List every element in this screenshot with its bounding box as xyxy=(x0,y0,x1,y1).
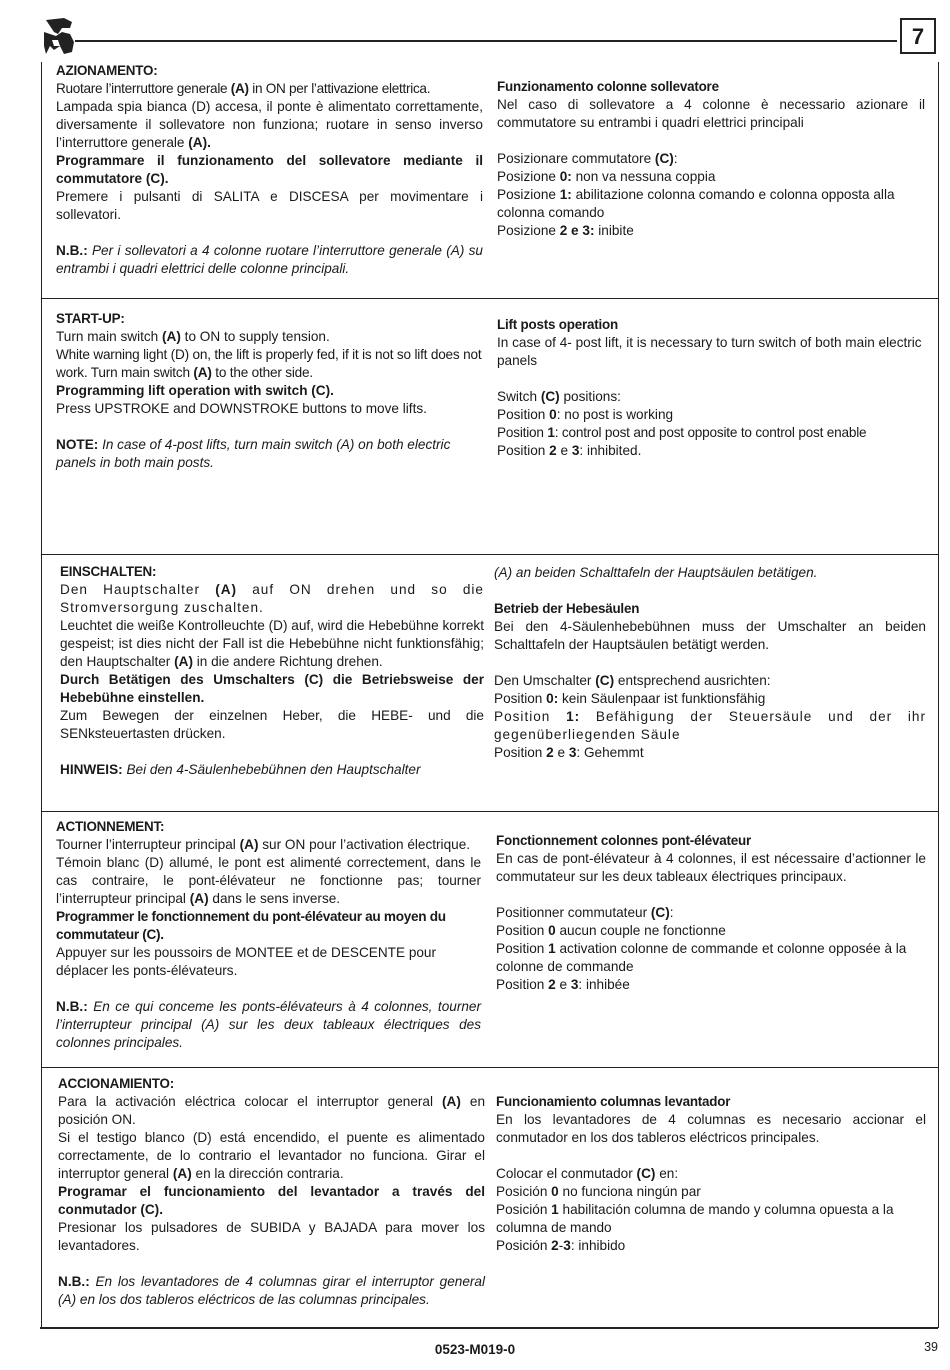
text: 0 xyxy=(551,1184,559,1199)
paragraph xyxy=(497,150,925,168)
text: Posición xyxy=(496,1238,552,1253)
note-text: In case of 4-post lifts, turn main switch (A) on both electric panels in both main posts. xyxy=(56,437,451,470)
section-italian xyxy=(42,62,938,298)
subsection-heading: Betrieb der Hebesäulen xyxy=(494,601,640,616)
note xyxy=(60,761,484,779)
list-item xyxy=(497,168,925,186)
list-item xyxy=(497,406,927,424)
list-item xyxy=(496,940,926,976)
text: kein Säulenpaar ist funktionsfähig xyxy=(558,691,766,706)
paragraph xyxy=(56,328,483,346)
paragraph xyxy=(58,1183,485,1219)
list-item xyxy=(497,424,927,442)
text: : inhibido xyxy=(570,1238,626,1253)
subsection-heading: Lift posts operation xyxy=(497,317,618,332)
paragraph: Bei den 4-Säulenhebebühnen muss der Umschalter an beiden Schalttafeln der Hauptsäulen betätigt werden. xyxy=(494,619,926,652)
text: Befähigung der Steuersäule und der ihr gegenüberliegenden Säule xyxy=(494,709,926,742)
text: (A) xyxy=(162,329,181,344)
list-item xyxy=(494,744,926,762)
paragraph xyxy=(60,671,484,707)
text: (A) xyxy=(189,891,209,906)
text: 0 xyxy=(548,923,556,938)
text: in ON per l’attivazione elettrica. xyxy=(248,81,431,96)
paragraph xyxy=(496,1165,926,1183)
note xyxy=(58,1273,485,1309)
text: sur ON pour l’activation électrique. xyxy=(258,837,471,852)
text: activation colonne de commande et colonne opposée à la colonne de commande xyxy=(496,941,907,974)
text: Programming lift operation with switch (C). xyxy=(56,383,334,398)
text: 3 xyxy=(570,977,579,992)
text: Position xyxy=(497,443,550,458)
paragraph xyxy=(56,98,483,152)
text: Switch xyxy=(497,389,541,404)
text: aucun couple ne fonctionne xyxy=(555,923,726,938)
list-item xyxy=(497,442,927,460)
text: Turn main switch xyxy=(56,329,163,344)
text: 3 xyxy=(568,745,577,760)
text: Durch Betätigen des Umschalters (C) die Betriebsweise der Hebebühne einstellen. xyxy=(60,672,484,705)
text: Position xyxy=(496,977,549,992)
text: e xyxy=(556,443,572,458)
text: en posición ON. xyxy=(58,1094,486,1127)
text: Para la activación eléctrica colocar el interruptor general xyxy=(58,1094,443,1109)
text: Ruotare l’interruttore generale xyxy=(56,81,231,96)
left-column xyxy=(60,563,484,779)
text: en la dirección contraria. xyxy=(191,1166,344,1181)
note-text: Bei den 4-Säulenhebebühnen den Hauptschalter xyxy=(122,762,421,777)
text: dans le sens inverse. xyxy=(208,891,341,906)
text: e xyxy=(553,745,569,760)
paragraph xyxy=(56,346,483,382)
subsection-heading: Fonctionnement colonnes pont-élévateur xyxy=(496,833,752,848)
right-column xyxy=(497,78,925,240)
text: (A) xyxy=(239,837,259,852)
text: Den Umschalter xyxy=(494,673,596,688)
list-item xyxy=(497,186,925,222)
text: : inhibited. xyxy=(579,443,642,458)
text: Posizione xyxy=(497,187,560,202)
paragraph xyxy=(60,617,484,671)
left-column xyxy=(56,310,483,472)
text: 1 xyxy=(551,1202,559,1217)
paragraph xyxy=(56,382,483,400)
text: 2 e 3: xyxy=(559,223,595,238)
text: 1 xyxy=(548,941,556,956)
text: Programar el funcionamiento del levantador a través del conmutador (C). xyxy=(58,1184,485,1217)
text: Lampada spia bianca (D) accesa, il ponte è alimentato correttamente, diversamente il sollevatore non funziona; ruotare in senso inverso l’interruttore generale xyxy=(56,99,483,150)
text: to ON to supply tension. xyxy=(180,329,330,344)
paragraph xyxy=(56,80,483,98)
note-label: NOTE: xyxy=(56,437,99,452)
text: 0 xyxy=(549,407,557,422)
content-frame xyxy=(41,62,939,1328)
text: e xyxy=(555,977,571,992)
paragraph: En los levantadores de 4 columnas es necesario accionar el conmutador en los dos tableros eléctricos principales. xyxy=(496,1112,926,1145)
note-label: N.B.: xyxy=(56,243,88,258)
paragraph xyxy=(56,836,481,854)
text: Position xyxy=(497,425,548,440)
text: Colocar el conmutador xyxy=(496,1166,637,1181)
chapter-number-box: 7 xyxy=(900,18,936,54)
note-continuation: (A) an beiden Schalttafeln der Hauptsäulen betätigen. xyxy=(494,565,818,580)
header-rule xyxy=(75,40,897,42)
paragraph: Press UPSTROKE and DOWNSTROKE buttons to move lifts. xyxy=(56,401,427,416)
text: auf ON drehen und so die Stromversorgung zuschalten. xyxy=(60,582,484,615)
text: Position xyxy=(494,691,547,706)
text: positions: xyxy=(559,389,621,404)
list-item xyxy=(496,922,926,940)
text: : control post and post opposite to control post enable xyxy=(554,425,867,440)
text: 0: xyxy=(546,691,559,706)
section-heading: ACTIONNEMENT: xyxy=(56,819,165,834)
section-heading: EINSCHALTEN: xyxy=(60,564,157,579)
note xyxy=(56,436,483,472)
paragraph xyxy=(56,854,481,908)
paragraph: In case of 4- post lift, it is necessary to turn switch of both main electric panels xyxy=(497,335,922,368)
subsection-heading: Funzionamento colonne sollevatore xyxy=(497,79,719,94)
section-heading: AZIONAMENTO: xyxy=(56,63,158,78)
text: 3 xyxy=(563,1238,571,1253)
right-column xyxy=(496,832,926,994)
text: : no post is working xyxy=(556,407,674,422)
text: 3 xyxy=(571,443,580,458)
list-item xyxy=(496,1237,926,1255)
paragraph xyxy=(494,672,926,690)
text: Position xyxy=(494,745,547,760)
text: Position xyxy=(494,709,567,724)
paragraph xyxy=(58,1129,485,1183)
text: 2 xyxy=(546,745,554,760)
text: (A) xyxy=(230,81,249,96)
subsection-heading: Funcionamiento columnas levantador xyxy=(496,1094,731,1109)
paragraph xyxy=(494,564,926,582)
paragraph: Zum Bewegen der einzelnen Heber, die HEBE- und die SENksteuertasten drücken. xyxy=(60,708,484,741)
paragraph: Nel caso di sollevatore a 4 colonne è necessario azionare il commutatore su entrambi i quadri elettrici principali xyxy=(497,97,925,130)
text: : xyxy=(669,905,674,920)
right-column xyxy=(497,316,927,460)
text: : xyxy=(673,151,678,166)
paragraph xyxy=(497,388,927,406)
text: 2 xyxy=(549,443,557,458)
note-text: En los levantadores de 4 columnas girar el interruptor general (A) en los dos tableros eléctricos de las columnas principales. xyxy=(58,1274,485,1307)
document-code: 0523-M019-0 xyxy=(434,1342,516,1357)
note-text: Per i sollevatori a 4 colonne ruotare l’interruttore generale (A) su entrambi i quadri elettrici delle colonne principali. xyxy=(56,243,483,276)
text: : inhibée xyxy=(578,977,630,992)
list-item xyxy=(496,1183,926,1201)
text: (A) xyxy=(172,1166,192,1181)
note-label: N.B.: xyxy=(56,999,88,1014)
note-label: N.B.: xyxy=(58,1274,90,1289)
text: (A) xyxy=(442,1094,461,1109)
page-number: 39 xyxy=(924,1340,938,1354)
paragraph xyxy=(56,908,481,944)
section-spanish xyxy=(42,1067,938,1328)
text: (A) xyxy=(174,654,193,669)
text: en: xyxy=(655,1166,679,1181)
text: - xyxy=(558,1238,564,1253)
list-item xyxy=(497,222,925,240)
text: 1 xyxy=(547,425,555,440)
text: no funciona ningún par xyxy=(558,1184,701,1199)
text: (A) xyxy=(215,582,238,597)
text: non va nessuna coppia xyxy=(571,169,716,184)
paragraph: Presionar los pulsadores de SUBIDA y BAJADA para mover los levantadores. xyxy=(58,1220,485,1253)
text: Position xyxy=(496,941,549,956)
text: 2 xyxy=(548,977,556,992)
text: (C) xyxy=(540,389,560,404)
list-item xyxy=(496,1201,926,1237)
text: Programmer le fonctionnement du pont-élévateur au moyen du commutateur (C). xyxy=(56,909,446,942)
section-english xyxy=(42,298,938,554)
paragraph: Appuyer sur les poussoirs de MONTEE et de DESCENTE pour déplacer les ponts-élévateurs. xyxy=(56,945,437,978)
paragraph: En cas de pont-élévateur à 4 colonnes, il est nécessaire d’actionner le commutateur sur les deux tableaux électriques principaux. xyxy=(496,851,926,884)
text: (C) xyxy=(636,1166,656,1181)
text: Posizionare commutatore xyxy=(497,151,655,166)
note-label: HINWEIS: xyxy=(60,762,123,777)
left-column xyxy=(58,1075,485,1309)
text: Position xyxy=(496,923,549,938)
section-heading: ACCIONAMIENTO: xyxy=(58,1076,174,1091)
text: Posizione xyxy=(497,223,560,238)
text: Témoin blanc (D) allumé, le pont est alimenté correctement, dans le cas contraire, le pont-élévateur ne fonctionne pas; tourner l’interrupteur principal xyxy=(56,855,481,906)
text: Posición xyxy=(496,1202,552,1217)
text: (C) xyxy=(595,673,615,688)
text: Programmare il funzionamento del sollevatore mediante il commutatore (C). xyxy=(56,153,483,186)
note xyxy=(56,998,481,1052)
list-item xyxy=(494,708,926,744)
text: (C) xyxy=(654,151,674,166)
text: 2 xyxy=(551,1238,559,1253)
paragraph xyxy=(60,581,484,617)
paragraph: Premere i pulsanti di SALITA e DISCESA per movimentare i sollevatori. xyxy=(56,189,483,222)
text: 0: xyxy=(559,169,572,184)
left-column xyxy=(56,62,483,278)
section-heading: START-UP: xyxy=(56,311,125,326)
bottom-rule xyxy=(40,1327,938,1329)
section-french xyxy=(42,811,938,1067)
left-column xyxy=(56,818,481,1052)
right-column xyxy=(496,1093,926,1255)
text: entsprechend ausrichten: xyxy=(614,673,771,688)
text: (C) xyxy=(650,905,670,920)
paragraph xyxy=(496,904,926,922)
list-item xyxy=(496,976,926,994)
text: : Gehemmt xyxy=(576,745,644,760)
paragraph xyxy=(58,1093,485,1129)
paragraph xyxy=(56,152,483,188)
text: habilitación columna de mando y columna opuesta a la columna de mando xyxy=(496,1202,894,1235)
text: Positionner commutateur xyxy=(496,905,651,920)
text: White warning light (D) on, the lift is properly fed, if it is not so lift does not work. Turn main switch xyxy=(56,347,482,380)
section-german xyxy=(42,554,938,811)
text: to the other side. xyxy=(211,365,313,380)
mechanic-logo-icon xyxy=(42,16,78,56)
text: 1: xyxy=(559,187,572,202)
text: (A) xyxy=(193,365,212,380)
text: 1: xyxy=(566,709,581,724)
text: inibite xyxy=(594,223,634,238)
text: Posición xyxy=(496,1184,552,1199)
text: Position xyxy=(497,407,550,422)
text: in die andere Richtung drehen. xyxy=(192,654,383,669)
note xyxy=(56,242,483,278)
text: Si el testigo blanco (D) está encendido, el puente es alimentado correctamente, de lo contrario el levantador no funciona. Girar el interruptor general xyxy=(58,1130,485,1181)
text: Tourner l’interrupteur principal xyxy=(56,837,240,852)
text: (A). xyxy=(188,135,211,150)
list-item xyxy=(494,690,926,708)
text: abilitazione colonna comando e colonna opposta alla colonna comando xyxy=(497,187,895,220)
right-column xyxy=(494,564,926,762)
text: Leuchtet die weiße Kontrolleuchte (D) auf, wird die Hebebühne korrekt gespeist; ist dies nicht der Fall ist die Hebebühne nicht funktionsfähig; den Hauptschalter xyxy=(60,618,484,669)
note-text: En ce qui conceme les ponts-élévateurs à 4 colonnes, tourner l’interrupteur principal (A) sur les deux tableaux électriques des colonnes principales. xyxy=(56,999,481,1050)
text: Posizione xyxy=(497,169,560,184)
text: Den Hauptschalter xyxy=(60,582,216,597)
